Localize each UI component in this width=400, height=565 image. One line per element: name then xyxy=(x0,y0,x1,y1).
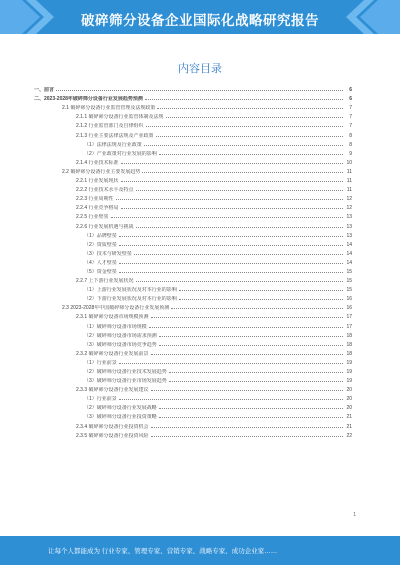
toc-entry-text: 一、前言 xyxy=(34,87,55,94)
toc-entry-page: 11 xyxy=(346,187,352,194)
toc-entry-page: 17 xyxy=(346,323,352,330)
toc-entry-text: 2.1.2 行业监管部门及自律组织 xyxy=(76,123,144,130)
toc-entry-text: （2）破碎筛分设备市场需求预测 xyxy=(84,332,157,339)
toc-entry-text: 2.3.1 破碎筛分设备市场规模预测 xyxy=(76,314,149,321)
toc-entry-text: 2.1.4 行业技术标准 xyxy=(76,159,119,166)
toc-entry[interactable] xyxy=(34,420,352,429)
toc-entry-page: 13 xyxy=(346,232,352,239)
toc-entry-page: 8 xyxy=(349,141,352,148)
toc-entry[interactable] xyxy=(34,393,352,402)
toc-leader-dots xyxy=(56,90,343,91)
toc-entry[interactable] xyxy=(34,184,352,193)
toc-entry-text: 2.3.5 破碎筛分设备行业投资风险 xyxy=(76,432,149,439)
toc-entry-page: 6 xyxy=(349,96,352,103)
toc-leader-dots xyxy=(179,290,343,291)
toc-entry[interactable] xyxy=(34,311,352,320)
toc-leader-dots xyxy=(169,381,343,382)
toc-entry[interactable] xyxy=(34,220,352,229)
toc-leader-dots xyxy=(121,208,343,209)
toc-entry[interactable] xyxy=(34,166,352,175)
toc-entry-text: （2）下游行业发展状况及对本行业的影响 xyxy=(84,296,177,303)
toc-entry[interactable] xyxy=(34,84,352,93)
toc-leader-dots xyxy=(145,99,343,100)
toc-leader-dots xyxy=(159,417,343,418)
toc-leader-dots xyxy=(134,254,343,255)
footer-bar xyxy=(0,536,400,565)
toc-entry-page: 14 xyxy=(346,241,352,248)
toc-entry-page: 11 xyxy=(346,178,352,185)
toc-leader-dots xyxy=(151,354,343,355)
toc-entry-page: 19 xyxy=(346,359,352,366)
toc-entry[interactable] xyxy=(34,202,352,211)
toc-entry[interactable] xyxy=(34,284,352,293)
toc-leader-dots xyxy=(119,363,343,364)
toc-entry-text: （2）破碎筛分设备行业发展战略 xyxy=(84,405,157,412)
page-number: 1 xyxy=(353,512,356,518)
toc-entry[interactable] xyxy=(34,120,352,129)
toc-leader-dots xyxy=(119,236,343,237)
toc-entry[interactable] xyxy=(34,339,352,348)
toc-leader-dots xyxy=(119,399,343,400)
toc-entry[interactable] xyxy=(34,175,352,184)
toc-entry-page: 15 xyxy=(346,268,352,275)
toc-leader-dots xyxy=(121,163,343,164)
header-bar xyxy=(0,0,400,34)
toc-entry-text: （2）破碎筛分设备行业技术发展趋势 xyxy=(84,369,167,375)
toc-entry-page: 15 xyxy=(346,287,352,294)
toc-entry-text: （3）破碎筛分设备行业市场发展趋势 xyxy=(84,378,167,385)
table-of-contents xyxy=(34,84,352,439)
toc-entry[interactable] xyxy=(34,375,352,384)
toc-entry-text: （5）资金壁垒 xyxy=(84,268,117,275)
toc-leader-dots xyxy=(151,427,343,428)
toc-entry-text: 2.2.4 行业竞争格局 xyxy=(76,205,119,212)
toc-entry[interactable] xyxy=(34,239,352,248)
toc-entry[interactable] xyxy=(34,357,352,366)
toc-entry[interactable] xyxy=(34,248,352,257)
toc-entry-text: 2.3.4 破碎筛分设备行业投资机会 xyxy=(76,423,149,430)
toc-entry-text: 2.1.1 破碎筛分设备行业监管体制及法规 xyxy=(76,114,164,121)
toc-entry-page: 7 xyxy=(349,123,352,130)
toc-entry-text: （2）资质壁垒 xyxy=(84,241,117,248)
toc-leader-dots xyxy=(144,145,343,146)
toc-leader-dots xyxy=(111,217,343,218)
toc-leader-dots xyxy=(179,299,343,300)
toc-entry[interactable] xyxy=(34,348,352,357)
toc-entry-page: 10 xyxy=(346,159,352,166)
toc-entry-text: 2.2.1 行业发展现状 xyxy=(76,178,119,185)
toc-entry-page: 7 xyxy=(349,105,352,112)
toc-entry-page: 13 xyxy=(346,223,352,230)
toc-entry-text: 2.3 2023-2028年中国破碎筛分设备行业发展预测 xyxy=(62,305,170,312)
toc-entry-page: 12 xyxy=(346,205,352,212)
toc-entry-text: （1）上游行业发展状况及对本行业的影响 xyxy=(84,287,177,294)
toc-entry[interactable] xyxy=(34,230,352,239)
toc-entry-text: （1）品牌壁垒 xyxy=(84,232,117,239)
toc-leader-dots xyxy=(142,172,343,173)
toc-entry[interactable] xyxy=(34,266,352,275)
toc-entry[interactable] xyxy=(34,193,352,202)
toc-entry-page: 17 xyxy=(346,314,352,321)
toc-leader-dots xyxy=(146,126,343,127)
toc-entry-text: （1）法律法规及行业政策 xyxy=(84,141,142,148)
toc-entry-page: 20 xyxy=(346,396,352,403)
toc-entry[interactable] xyxy=(34,402,352,411)
toc-entry-page: 6 xyxy=(349,87,352,94)
toc-entry-page: 16 xyxy=(346,296,352,303)
toc-entry-page: 8 xyxy=(349,132,352,139)
toc-entry-page: 9 xyxy=(349,150,352,157)
footer-slogan: 让每个人都能成为 行业专家、管理专家、营销专家、战略专家、成功企业家…… xyxy=(48,548,278,555)
toc-entry-text: 2.3.3 破碎筛分设备行业发展建议 xyxy=(76,387,149,394)
toc-entry-page: 19 xyxy=(346,369,352,375)
toc-entry-text: 2.2.7 上下游行业发展状况 xyxy=(76,278,134,285)
toc-entry-text: （3）破碎筛分设备行业投资策略 xyxy=(84,414,157,421)
toc-entry[interactable] xyxy=(34,330,352,339)
toc-leader-dots xyxy=(166,117,343,118)
toc-leader-dots xyxy=(121,181,343,182)
toc-leader-dots xyxy=(136,281,343,282)
toc-entry-text: 2.2.3 行业周期性 xyxy=(76,196,114,203)
toc-heading: 内容目录 xyxy=(178,63,222,75)
toc-leader-dots xyxy=(149,327,343,328)
toc-entry[interactable] xyxy=(34,302,352,311)
toc-entry[interactable] xyxy=(34,111,352,120)
toc-entry-page: 21 xyxy=(346,423,352,430)
toc-leader-dots xyxy=(159,336,343,337)
toc-entry-text: 二、2023-2028年破碎筛分设备行业发展趋势预测 xyxy=(34,96,143,103)
toc-entry-text: （3）技术与研发壁垒 xyxy=(84,250,132,257)
toc-entry-text: 2.2 破碎筛分设备行业主要发展趋势 xyxy=(62,168,141,175)
toc-entry-text: 2.2.6 行业发展机遇与挑战 xyxy=(76,223,134,230)
toc-entry-text: （1）行业前景 xyxy=(84,359,117,366)
toc-entry-text: （3）破碎筛分设备市场竞争趋势 xyxy=(84,341,157,348)
toc-leader-dots xyxy=(156,136,343,137)
toc-entry[interactable] xyxy=(34,275,352,284)
toc-leader-dots xyxy=(119,263,343,264)
toc-entry-text: 2.2.2 行业技术水平及特点 xyxy=(76,187,134,194)
toc-entry[interactable] xyxy=(34,157,352,166)
toc-entry-page: 21 xyxy=(346,414,352,421)
toc-entry-page: 18 xyxy=(346,350,352,357)
toc-entry-page: 12 xyxy=(346,196,352,203)
toc-leader-dots xyxy=(151,317,343,318)
toc-entry[interactable] xyxy=(34,366,352,375)
toc-entry-page: 16 xyxy=(346,305,352,312)
toc-entry[interactable] xyxy=(34,320,352,329)
toc-entry-text: 2.1.3 行业主要法律法规及产业政策 xyxy=(76,132,154,139)
toc-entry-text: 2.1 破碎筛分设备行业监管管理及法规政策 xyxy=(62,105,156,112)
toc-leader-dots xyxy=(159,154,343,155)
toc-leader-dots xyxy=(151,390,343,391)
toc-entry[interactable] xyxy=(34,430,352,439)
toc-entry-page: 15 xyxy=(346,278,352,285)
toc-entry-page: 14 xyxy=(346,250,352,257)
toc-entry-page: 20 xyxy=(346,405,352,412)
toc-leader-dots xyxy=(157,108,343,109)
toc-leader-dots xyxy=(151,436,343,437)
toc-leader-dots xyxy=(169,372,343,373)
toc-entry[interactable] xyxy=(34,257,352,266)
toc-leader-dots xyxy=(136,190,343,191)
toc-entry[interactable] xyxy=(34,148,352,157)
toc-entry-page: 22 xyxy=(346,432,352,439)
toc-entry[interactable] xyxy=(34,211,352,220)
toc-entry-text: 2.3.2 破碎筛分设备行业发展前景 xyxy=(76,350,149,357)
toc-entry[interactable] xyxy=(34,411,352,420)
toc-entry-text: （4）人才壁垒 xyxy=(84,259,117,266)
toc-leader-dots xyxy=(136,227,343,228)
toc-entry-text: 2.2.5 行业壁垒 xyxy=(76,214,109,221)
report-title: 破碎筛分设备企业国际化战略研究报告 xyxy=(81,13,319,28)
toc-entry-page: 20 xyxy=(346,387,352,394)
toc-entry[interactable] xyxy=(34,139,352,148)
toc-entry-page: 11 xyxy=(346,168,352,175)
toc-entry[interactable] xyxy=(34,129,352,138)
toc-entry-page: 13 xyxy=(346,214,352,221)
toc-entry-page: 18 xyxy=(346,332,352,339)
toc-entry-page: 7 xyxy=(349,114,352,121)
toc-leader-dots xyxy=(119,245,343,246)
toc-entry[interactable] xyxy=(34,93,352,102)
toc-entry-page: 18 xyxy=(346,341,352,348)
toc-entry[interactable] xyxy=(34,293,352,302)
toc-entry-text: （1）行业前景 xyxy=(84,396,117,403)
toc-entry-text: （2）产业政策对行业发展的影响 xyxy=(84,150,157,157)
toc-entry-text: （1）破碎筛分设备市场规模 xyxy=(84,323,147,330)
toc-leader-dots xyxy=(159,345,343,346)
toc-leader-dots xyxy=(171,308,343,309)
toc-entry[interactable] xyxy=(34,102,352,111)
toc-leader-dots xyxy=(116,199,343,200)
toc-entry-page: 19 xyxy=(346,378,352,385)
toc-leader-dots xyxy=(119,272,343,273)
toc-entry-page: 14 xyxy=(346,259,352,266)
toc-leader-dots xyxy=(159,408,343,409)
toc-entry[interactable] xyxy=(34,384,352,393)
